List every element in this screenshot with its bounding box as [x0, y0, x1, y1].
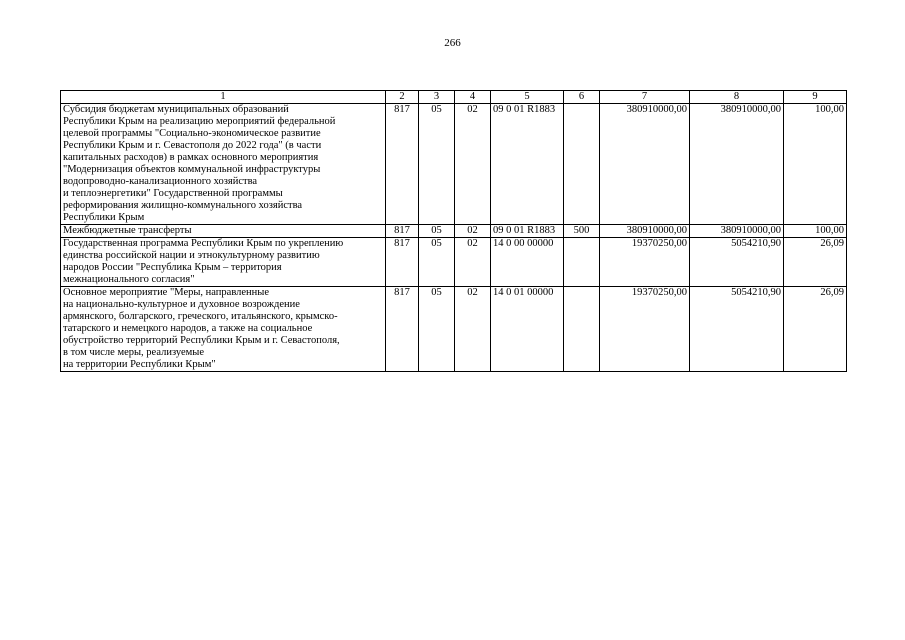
ministry-code: 817 [386, 225, 419, 238]
expense-type-code [564, 104, 600, 225]
section-code: 05 [419, 287, 455, 372]
column-header-6: 6 [564, 91, 600, 104]
section-code: 05 [419, 104, 455, 225]
column-header-9: 9 [784, 91, 847, 104]
planned-amount: 380910000,00 [600, 104, 690, 225]
planned-amount: 19370250,00 [600, 238, 690, 287]
target-article-code: 09 0 01 R1883 [491, 225, 564, 238]
target-article-code: 09 0 01 R1883 [491, 104, 564, 225]
executed-amount: 5054210,90 [690, 287, 784, 372]
expense-type-code: 500 [564, 225, 600, 238]
ministry-code: 817 [386, 287, 419, 372]
table-row [61, 238, 847, 287]
expense-type-code [564, 287, 600, 372]
table-header-row [61, 91, 847, 104]
row-name: Основное мероприятие "Меры, направленные на национально-культурное и духовное возрождение армянского, болгарского, греческого, итальянского, крымско- татарского и немецкого народов, а также на социальное обустройство территорий Республики Крым и г. Севастополя, в том числе меры, реализуемые на территории Республики Крым" [61, 287, 386, 372]
section-code: 05 [419, 225, 455, 238]
column-header-5: 5 [491, 91, 564, 104]
ministry-code: 817 [386, 104, 419, 225]
executed-amount: 380910000,00 [690, 225, 784, 238]
table-row [61, 225, 847, 238]
planned-amount: 19370250,00 [600, 287, 690, 372]
column-header-1: 1 [61, 91, 386, 104]
column-header-3: 3 [419, 91, 455, 104]
row-name: Субсидия бюджетам муниципальных образований Республики Крым на реализацию мероприятий федеральной целевой программы "Социально-экономическое развитие Республики Крым и г. Севастополя до 2022 года" (в части капитальных расходов) в рамках основного мероприятия "Модернизация объектов коммунальной инфраструктуры водопроводно-канализационного хозяйства и теплоэнергетики" Государственной программы реформирования жилищно-коммунального хозяйства Республики Крым [61, 104, 386, 225]
subsection-code: 02 [455, 287, 491, 372]
section-code: 05 [419, 238, 455, 287]
execution-percent: 100,00 [784, 104, 847, 225]
budget-table [60, 90, 847, 372]
execution-percent: 26,09 [784, 238, 847, 287]
row-name: Межбюджетные трансферты [61, 225, 386, 238]
subsection-code: 02 [455, 238, 491, 287]
executed-amount: 5054210,90 [690, 238, 784, 287]
expense-type-code [564, 238, 600, 287]
row-name: Государственная программа Республики Крым по укреплению единства российской нации и этнокультурному развитию народов России "Республика Крым – территория межнационального согласия" [61, 238, 386, 287]
target-article-code: 14 0 01 00000 [491, 287, 564, 372]
ministry-code: 817 [386, 238, 419, 287]
page-number: 266 [444, 37, 461, 49]
execution-percent: 100,00 [784, 225, 847, 238]
executed-amount: 380910000,00 [690, 104, 784, 225]
subsection-code: 02 [455, 225, 491, 238]
planned-amount: 380910000,00 [600, 225, 690, 238]
column-header-4: 4 [455, 91, 491, 104]
subsection-code: 02 [455, 104, 491, 225]
table-row [61, 104, 847, 225]
column-header-2: 2 [386, 91, 419, 104]
execution-percent: 26,09 [784, 287, 847, 372]
column-header-8: 8 [690, 91, 784, 104]
column-header-7: 7 [600, 91, 690, 104]
target-article-code: 14 0 00 00000 [491, 238, 564, 287]
table-row [61, 287, 847, 372]
